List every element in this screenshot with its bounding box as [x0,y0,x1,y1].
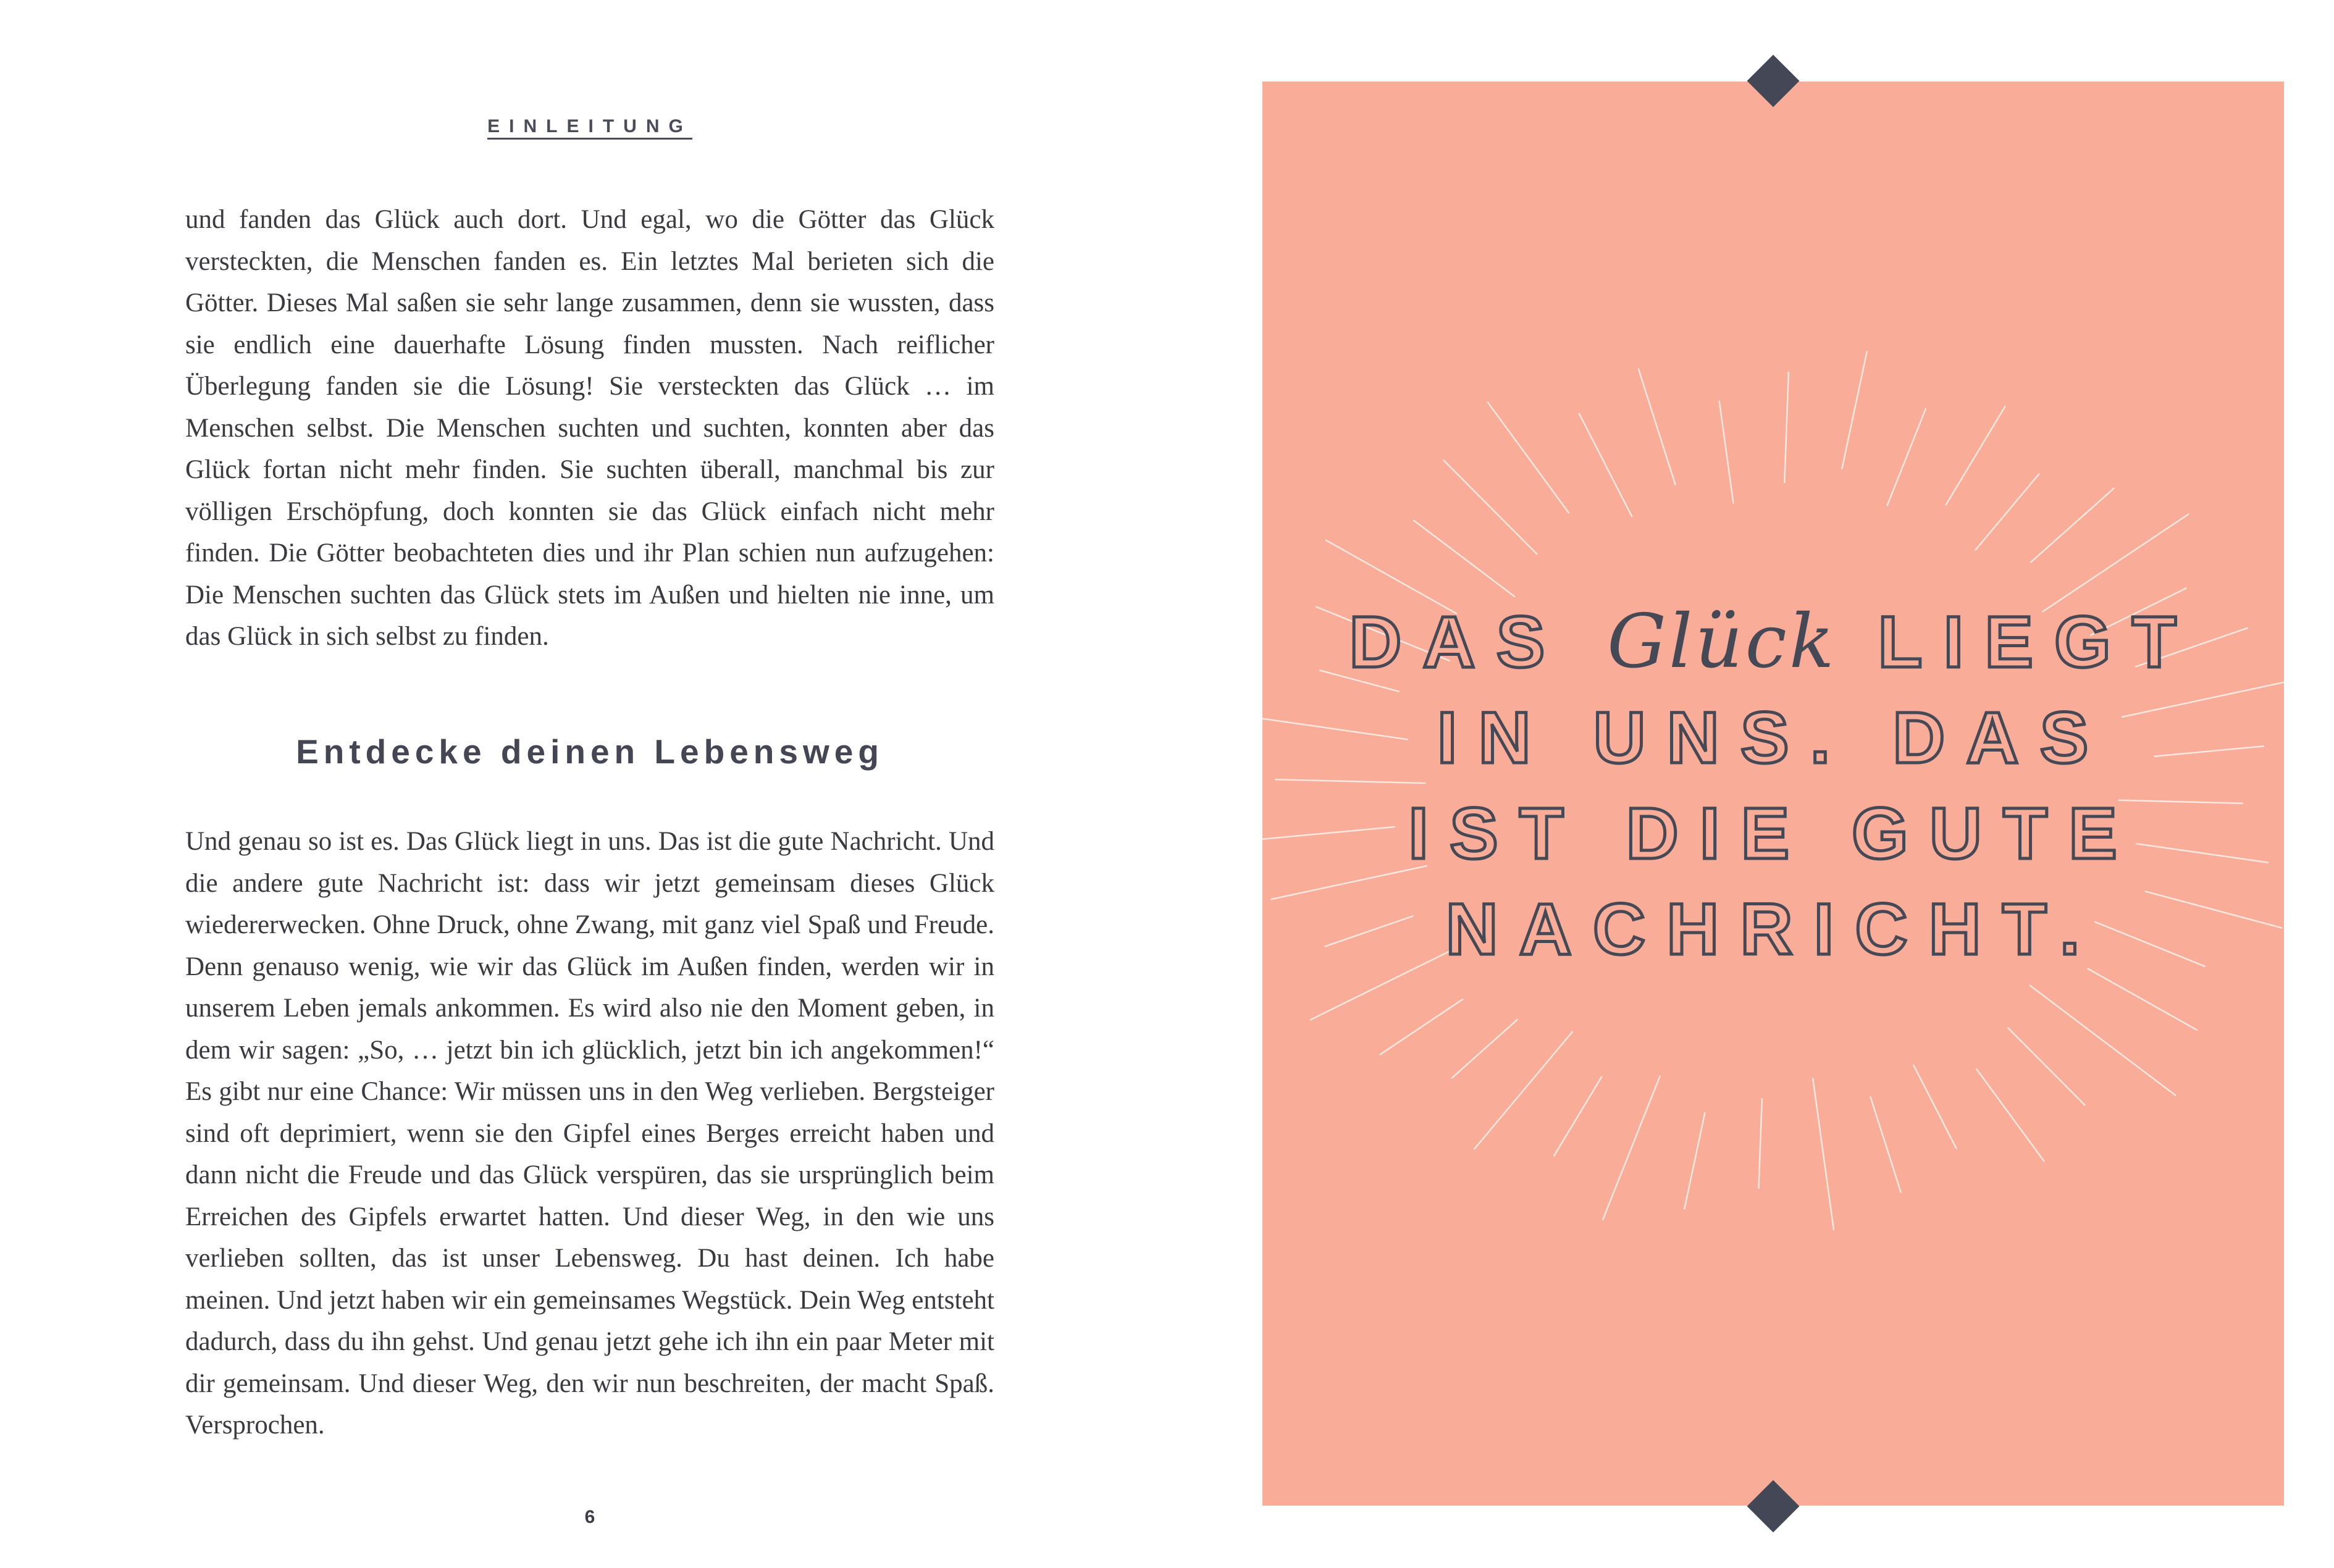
quote-panel [1262,82,2284,1506]
sunburst-ray [2031,488,2114,562]
section-heading: Entdecke deinen Lebensweg [296,732,884,771]
sunburst-ray [1871,1097,1901,1192]
sunburst-ray [1813,1078,1834,1230]
sunburst-ray [1784,372,1789,483]
sunburst-ray [1554,1077,1601,1156]
sunburst-ray [1976,1069,2044,1161]
sunburst-ray [1488,403,1569,513]
sunburst-ray [1887,409,1926,505]
sunburst-ray [1474,1032,1572,1149]
sunburst-ray [1380,999,1463,1054]
sunburst-ray [2030,986,2176,1096]
quote-text [1262,594,2284,978]
body-paragraph-1: und fanden das Glück auch dort. Und egal, wo die Götter das Glück versteckten, die Menschen fanden es. Ein letztes Mal berieten sich die Götter. Dieses Mal saßen sie sehr lange zusammen, denn sie wussten, dass sie endlich eine dauerhafte Lösung finden mussten. Nach reiflicher Überlegung fanden sie die Lösung! Sie versteckten das Glück … im Menschen selbst. Die Menschen suchten und suchten, konnten aber das Glück fortan nicht mehr finden. Sie suchten überall, manchmal bis zur völligen Erschöpfung, doch konnten sie das Glück einfach nicht mehr finden. Die Götter beobachteten dies und ihr Plan schien nun aufzugehen: Die Menschen suchten das Glück stets im Außen und hielten nie inne, um das Glück in sich selbst zu finden. [185,205,994,651]
quote-line-2: IN UNS. DAS [1437,697,2110,779]
sunburst-ray [2008,1028,2084,1105]
quote-line-1: DAS Glück LIEGT [1349,599,2198,685]
sunburst-ray [1603,1076,1660,1220]
quote-line-3: IST DIE GUTE [1408,793,2138,874]
sunburst-ray [1444,461,1537,554]
sunburst-ray [2088,969,2198,1030]
sunburst-ray [1946,406,2005,505]
quote-script-word: Glück [1607,599,1837,685]
running-head: EINLEITUNG [185,116,994,137]
page-number: 6 [584,1507,595,1527]
sunburst-ray [1719,401,1734,503]
quote-line-4: NACHRICHT. [1445,889,2101,970]
sunburst-ray [1976,474,2039,550]
sunburst-ray [1684,1113,1705,1209]
sunburst-ray [1452,1020,1518,1078]
sunburst-ray [1579,414,1632,516]
sunburst-ray [1414,521,1514,597]
sunburst-ray [1759,1099,1762,1188]
sunburst-ray [1913,1065,1956,1149]
body-paragraph-2: Und genau so ist es. Das Glück liegt in uns. Das ist die gute Nachricht. Und die andere gute Nachricht ist: dass wir jetzt gemeinsam dieses Glück wiedererwecken. Ohne Druck, ohne Zwang, mit ganz viel Spaß und Freude. Denn genauso wenig, wie wir das Glück im Außen finden, werden wir in unserem Leben jemals ankommen. Es wird also nie den Moment geben, in dem wir sagen: „So, … jetzt bin ich glücklich, jetzt bin ich angekommen!“ Es gibt nur eine Chance: Wir müssen uns in den Weg verlieben. Bergsteiger sind oft deprimiert, wenn sie den Gipfel eines Berges erreicht haben und dann nicht die Freude und das Glück verspüren, das sie ursprünglich beim Erreichen des Gipfels erwartet hatten. Und dieser Weg, in den wie uns verlieben sollten, das ist unser Lebensweg. Du hast deinen. Ich habe meinen. Und jetzt haben wir ein gemeinsames Wegstück. Dein Weg entsteht dadurch, dass du ihn gehst. Und genau jetzt gehe ich ihn ein paar Meter mit dir gemeinsam. Und dieser Weg, den wir nun beschreiten, der macht Spaß. Versprochen. [185,827,994,1440]
sunburst-ray [1842,352,1866,469]
sunburst-ray [1639,369,1676,484]
